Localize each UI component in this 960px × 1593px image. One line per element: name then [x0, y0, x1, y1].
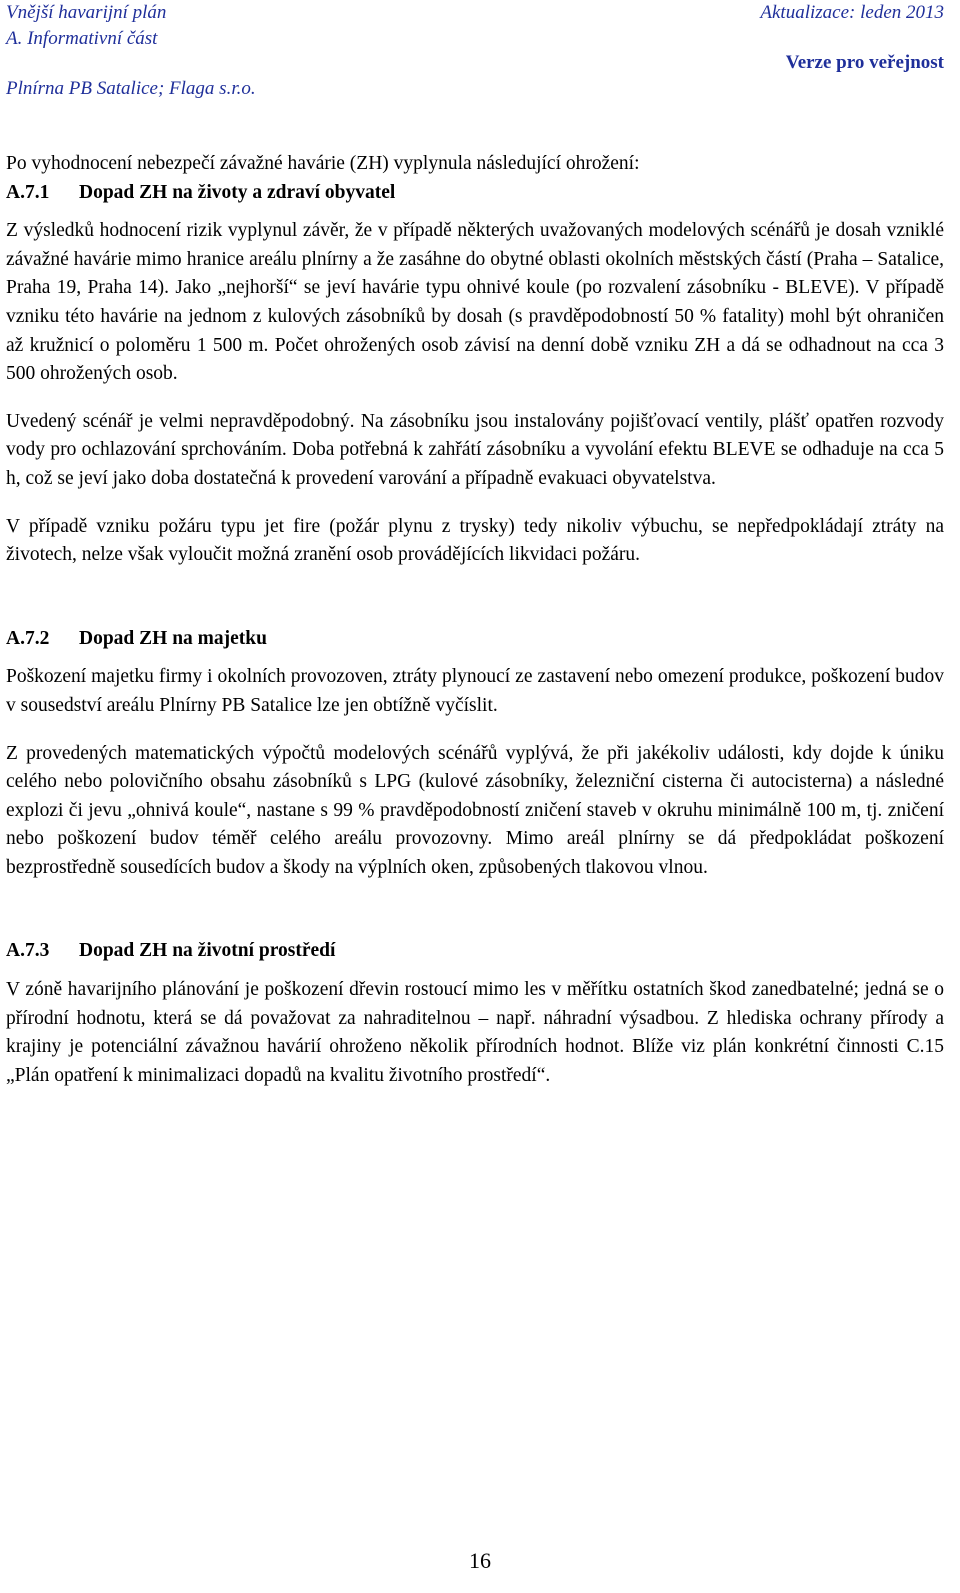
section-a72	[6, 625, 944, 883]
paragraph: Z výsledků hodnocení rizik vyplynul závěr, že v případě některých uvažovaných modelových scénářů je dosah vzniklé závažné havárie mimo hranice areálu plnírny a že zasáhne do obytné oblasti okolních městských částí (Praha – Satalice, Praha 19, Praha 14). Jako „nejhorší“ se jeví havárie typu ohnivé koule (po rozvalení zásobníku - BLEVE). V případě vzniku této havárie na jednom z kulových zásobníků by dosah (s pravděpodobností 50 % fatality) mohl být ohraničen až kružnicí o poloměru 1 500 m. Počet ohrožených osob závisí na denní době vzniku ZH a dá se odhadnout na cca 3 500 ohrožených osob.	[6, 220, 944, 385]
header-plan-title: Vnější havarijní plán	[6, 2, 167, 23]
page-number: 16	[469, 1548, 491, 1573]
section-title: Dopad ZH na majetku	[79, 627, 267, 649]
header-update-date: Aktualizace: leden 2013	[760, 2, 944, 23]
section-title: Dopad ZH na životy a zdraví obyvatel	[79, 181, 396, 203]
paragraph: Poškození majetku firmy i okolních provozoven, ztráty plynoucí ze zastavení nebo omezení produkce, poškození budov v sousedství areálu Plnírny PB Satalice lze jen obtížně vyčíslit.	[6, 666, 944, 716]
section-number: A.7.2	[6, 627, 50, 649]
section-a71	[6, 179, 944, 570]
section-heading	[6, 937, 944, 966]
intro-paragraph: Po vyhodnocení nebezpečí závažné havárie (ZH) vyplynula následující ohrožení:	[6, 153, 640, 174]
header-right	[524, 0, 944, 76]
paragraph: V případě vzniku požáru typu jet fire (požár plynu z trysky) tedy nikoliv výbuchu, se nepředpokládají ztráty na životech, nelze však vyloučit možná zranění osob provádějících likvidaci požáru.	[6, 515, 944, 566]
header-left	[6, 0, 506, 102]
header-part-title: A. Informativní část	[6, 28, 158, 49]
paragraph: Uvedený scénář je velmi nepravděpodobný. Na zásobníku jsou instalovány pojišťovací ventily, plášť opatřen rozvody vody pro ochlazování sprchováním. Doba potřebná k zahřátí zásobníku a vyvolání efektu BLEVE se odhaduje na cca 5 h, což se jeví jako doba dostatečná k provedení varování a případně evakuaci obyvatelstva.	[6, 410, 944, 489]
page-header	[6, 0, 944, 100]
section-title: Dopad ZH na životní prostředí	[79, 940, 336, 962]
paragraph: V zóně havarijního plánování je poškození dřevin rostoucí mimo les v měřítku ostatních škod zanedbatelné; jedná se o přírodní hodnotu, která se dá považovat za nahraditelnou – např. náhradní výsadbou. Z hlediska ochrany přírody a krajiny je potenciální závažnou havárií ohroženo několik přírodních hodnot. Blíže viz plán konkrétní činnosti C.15 „Plán opatření k minimalizaci dopadů na kvalitu životního prostředí“.	[6, 979, 944, 1086]
section-number: A.7.3	[6, 940, 50, 962]
paragraph: Z provedených matematických výpočtů modelových scénářů vyplývá, že při jakékoliv události, kdy dojde k úniku celého nebo polovičního obsahu zásobníků s LPG (kulové zásobníky, železniční cisterna či autocisterna) a následné explozi či jevu „ohnivá koule“, nastane s 99 % pravděpodobností zničení staveb v okruhu minimálně 100 m, tj. zničení nebo poškození budov téměř celého areálu provozovny. Mimo areál plnírny se dá předpokládat poškození bezprostředně sousedících budov a škody na výplních oken, způsobených tlakovou vlnou.	[6, 742, 944, 878]
section-heading	[6, 179, 944, 208]
header-version: Verze pro veřejnost	[785, 52, 944, 73]
section-number: A.7.1	[6, 181, 50, 203]
header-facility: Plnírna PB Satalice; Flaga s.r.o.	[6, 78, 256, 99]
section-heading	[6, 625, 944, 654]
document-body	[6, 150, 944, 1109]
section-a73	[6, 937, 944, 1090]
